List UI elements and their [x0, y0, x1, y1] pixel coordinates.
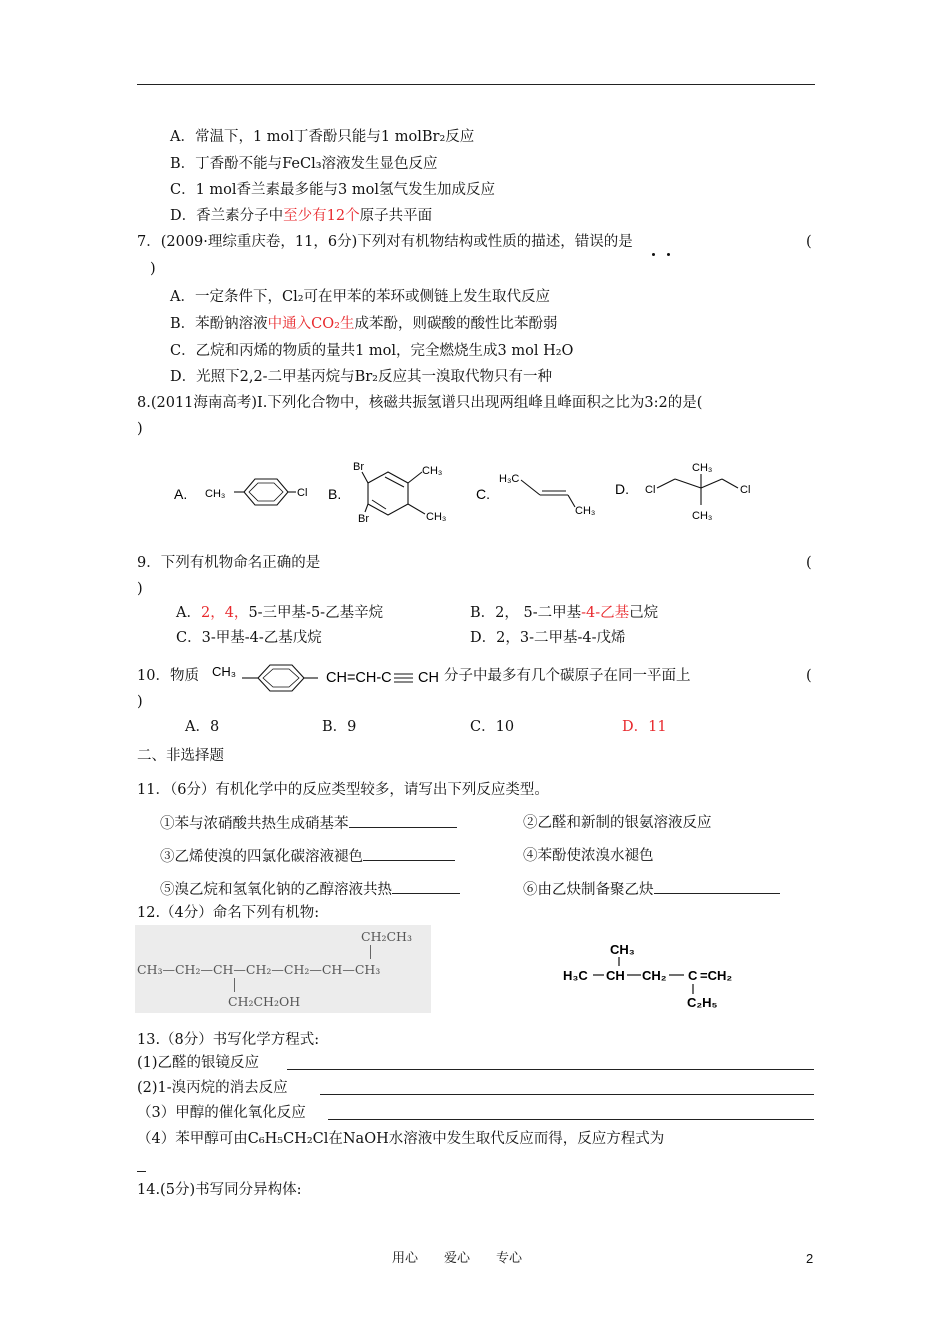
- q7-option-d: D．光照下2,2-二甲基丙烷与Br₂反应其一溴取代物只有一种: [170, 369, 552, 385]
- q9-option-a: [176, 603, 383, 623]
- q10-paren-open: (: [806, 668, 812, 684]
- benzene-inner-a: [249, 483, 283, 501]
- q7-option-a: A．一定条件下，Cl₂可在甲苯的苯环或侧链上发生取代反应: [170, 289, 551, 305]
- q9-a-pre: A．: [176, 605, 201, 621]
- bond: [701, 479, 722, 488]
- q6-d-pre: D．香兰素分子中: [170, 208, 284, 224]
- q8-label-c: C.: [476, 486, 490, 502]
- q8-stem: 8.(2011海南高考)Ⅰ.下列化合物中，核磁共振氢谱只出现两组峰且峰面积之比为3:2的是(: [137, 395, 703, 411]
- q6-option-d: [170, 206, 432, 226]
- q9-a-post: 5-三甲基-5-乙基辛烷: [248, 605, 384, 621]
- q13-line-3: （3）甲醇的催化氧化反应: [137, 1105, 306, 1121]
- bond: [234, 978, 235, 992]
- q7-b-pre: B．苯酚钠溶液: [170, 316, 268, 332]
- q8-label-b: B.: [328, 486, 342, 502]
- q8-d-cl1: Cl: [645, 484, 656, 496]
- q6-option-c: C．1 mol香兰素最多能与3 mol氢气发生加成反应: [170, 182, 495, 198]
- q11-item-5-text: ⑤溴乙烷和氢氧化钠的乙醇溶液共热: [160, 882, 392, 898]
- q7-option-c: C．乙烷和丙烯的物质的量共1 mol，完全燃烧生成3 mol H₂O: [170, 343, 574, 359]
- q11-item-6-text: ⑥由乙炔制备聚乙炔: [523, 882, 654, 898]
- q7-b-post: 成苯酚，则碳酸的酸性比苯酚弱: [354, 316, 558, 332]
- q10-ch: CH: [418, 670, 439, 686]
- q11-item-6: [523, 879, 780, 900]
- q8-d-me1: CH₃: [692, 462, 713, 474]
- q6-option-a: A．常温下，1 mol丁香酚只能与1 molBr₂反应: [170, 129, 475, 145]
- q10-mid: CH=CH-C: [326, 670, 392, 686]
- q9-paren-open: (: [806, 555, 812, 571]
- q10-option-c: C．10: [470, 719, 515, 735]
- q12-s1-main: CH₃—CH₂—CH—CH₂—CH₂—CH—CH₃: [137, 962, 381, 977]
- q9-option-d: D．2，3-二甲基-4-戊烯: [470, 630, 626, 646]
- q7-stem: 7．(2009·理综重庆卷，11，6分)下列对有机物结构或性质的描述，错误的是: [137, 234, 633, 250]
- q6-option-b: B．丁香酚不能与FeCl₃溶液发生显色反应: [170, 156, 438, 172]
- bond: [408, 472, 422, 483]
- bond: [675, 479, 701, 488]
- q7-b-red: 中通入CO₂生: [267, 316, 355, 332]
- bond: [657, 479, 675, 488]
- q8-label-a: A.: [174, 486, 188, 502]
- q13-stem: 13.（8分）书写化学方程式:: [137, 1032, 320, 1048]
- q9-b-post: 己烷: [629, 605, 659, 621]
- q14-stem: 14.(5分)书写同分异构体:: [137, 1182, 302, 1198]
- q9-option-c: C．3-甲基-4-乙基戊烷: [176, 630, 322, 646]
- q9-stem: 9．下列有机物命名正确的是: [137, 555, 321, 571]
- q8-a-ch3: CH₃: [205, 488, 226, 500]
- q10-option-a: A．8: [185, 719, 220, 735]
- q8-d-cl2: Cl: [740, 484, 751, 496]
- bond: [722, 479, 738, 488]
- q13-line-1: (1)乙醛的银镜反应: [137, 1055, 260, 1071]
- emphasis-dot: [667, 253, 670, 256]
- q12-s2-d: C: [688, 968, 698, 983]
- q10-ch3: CH₃: [212, 664, 237, 679]
- q7-paren-open: (: [806, 234, 812, 250]
- answer-blank[interactable]: [654, 879, 780, 894]
- q8-b-br2: Br: [358, 513, 369, 525]
- q8-paren-close: ): [137, 421, 143, 437]
- q12-s2-bottom: C₂H₅: [687, 995, 718, 1010]
- q12-s2-b: CH: [606, 968, 625, 983]
- q11-item-5: [160, 879, 460, 900]
- q11-item-2: ②乙醛和新制的银氨溶液反应: [523, 815, 712, 831]
- section-heading: 二、非选择题: [137, 748, 224, 764]
- q10-post: 分子中最多有几个碳原子在同一平面上: [444, 668, 691, 684]
- q10-paren-close: ): [137, 694, 143, 710]
- q11-item-3-text: ③乙烯使溴的四氯化碳溶液褪色: [160, 849, 363, 865]
- q12-stem: 12.（4分）命名下列有机物:: [137, 905, 320, 921]
- q8-a-cl: Cl: [297, 487, 308, 499]
- q10-option-d: D．11: [622, 719, 667, 735]
- q11-item-4: ④苯酚使浓溴水褪色: [523, 848, 654, 864]
- q12-s1-top: CH₂CH₃: [361, 929, 412, 944]
- q13-line-2: (2)1-溴丙烷的消去反应: [137, 1080, 288, 1096]
- q8-b-br1: Br: [353, 461, 364, 473]
- q7-paren-close: ): [150, 261, 156, 277]
- benzene-inner-q10: [263, 669, 299, 687]
- bond: [521, 480, 540, 495]
- q6-d-post: 原子共平面: [359, 208, 433, 224]
- q9-option-b: [470, 603, 658, 623]
- bond: [568, 495, 575, 507]
- q13-line-4: （4）苯甲醇可由C₆H₅CH₂Cl在NaOH水溶液中发生取代反应而得，反应方程式为: [137, 1131, 665, 1147]
- q9-b-red: -4-乙基: [581, 605, 630, 621]
- q12-s2-top: CH₃: [610, 942, 635, 957]
- footer-motto: 用心 爱心 专心: [392, 1251, 523, 1266]
- bond: [362, 472, 368, 483]
- q9-b-pre: B．2， 5-二甲基: [470, 605, 582, 621]
- q11-item-1-text: ①苯与浓硝酸共热生成硝基苯: [160, 816, 349, 832]
- answer-line[interactable]: [328, 1119, 814, 1120]
- q12-structure-2: [560, 936, 770, 1016]
- q8-label-d: D.: [615, 481, 629, 497]
- page-number: 2: [806, 1251, 814, 1266]
- q12-s2-c: CH₂: [642, 968, 667, 983]
- bond: [365, 504, 368, 512]
- answer-blank[interactable]: [363, 846, 455, 861]
- answer-line[interactable]: [287, 1069, 814, 1070]
- answer-blank[interactable]: [392, 879, 460, 894]
- q11-item-1: [160, 813, 457, 834]
- q11-stem: 11．（6分）有机化学中的反应类型较多，请写出下列反应类型。: [137, 782, 549, 798]
- q7-option-b: [170, 314, 557, 334]
- answer-line[interactable]: [320, 1094, 814, 1095]
- answer-blank[interactable]: [349, 813, 457, 828]
- q12-structure-1-box: [135, 925, 431, 1013]
- answer-line[interactable]: [137, 1171, 146, 1172]
- q8-structures: [160, 452, 800, 532]
- q12-s1-bottom: CH₂CH₂OH: [228, 994, 301, 1009]
- header-rule: [137, 84, 815, 85]
- q12-s2-a: H₃C: [563, 968, 588, 983]
- bond: [370, 945, 371, 959]
- q8-c-h3c: H₃C: [499, 473, 520, 485]
- q12-s2-e: =CH₂: [700, 968, 733, 983]
- q8-d-me2: CH₃: [692, 510, 713, 522]
- bond: [408, 504, 425, 514]
- q10-pre: 10．物质: [137, 668, 199, 684]
- q9-a-red: 2，4，: [200, 605, 249, 621]
- q11-item-3: [160, 846, 455, 867]
- q9-paren-close: ): [137, 581, 143, 597]
- q8-b-me2: CH₃: [426, 511, 447, 523]
- q10-option-b: B．9: [322, 719, 357, 735]
- q8-c-ch3: CH₃: [575, 505, 596, 517]
- emphasis-dot: [652, 253, 655, 256]
- q8-b-me1: CH₃: [422, 465, 443, 477]
- double-bond: [385, 477, 404, 487]
- q6-d-red: 至少有12个: [283, 208, 360, 224]
